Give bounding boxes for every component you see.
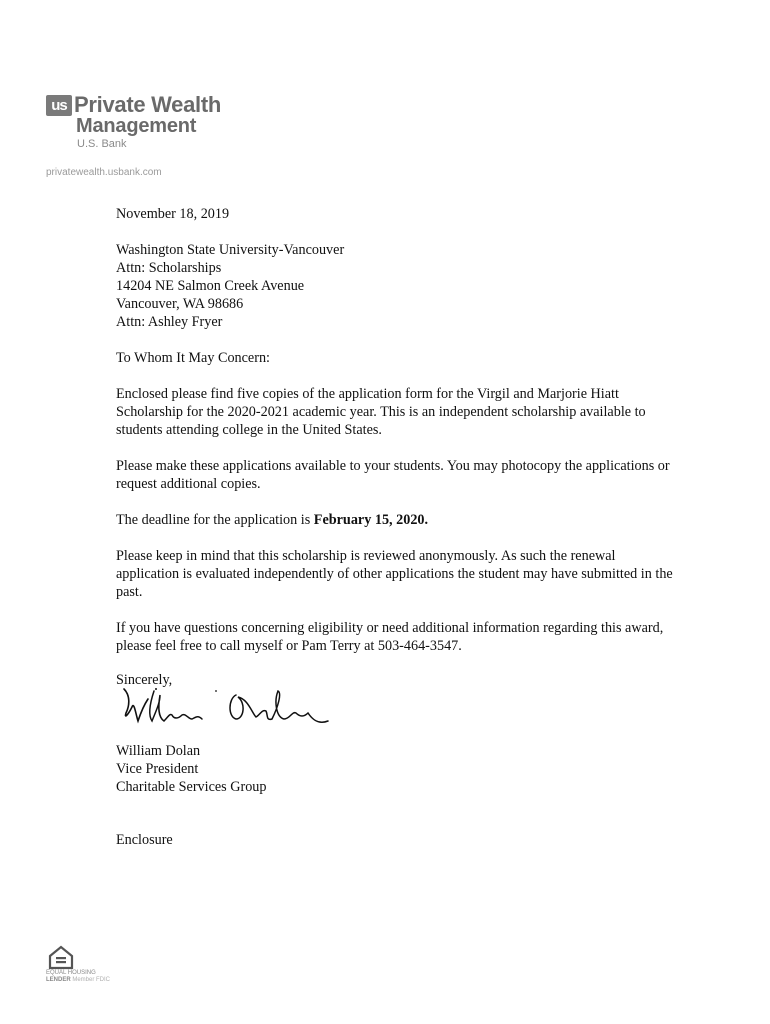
ehl-line-1: EQUAL HOUSING [46, 970, 96, 976]
signer-group: Charitable Services Group [116, 779, 267, 795]
address-line: 14204 NE Salmon Creek Avenue [116, 278, 305, 294]
signer-block [116, 742, 267, 796]
address-line: Vancouver, WA 98686 [116, 296, 244, 312]
paragraph-4: Please keep in mind that this scholarship is reviewed anonymously. As such the renewal application is evaluated independently of other applications the student may have submitted in the past. [116, 548, 673, 600]
handwritten-signature [116, 685, 356, 743]
letter-body [116, 205, 676, 673]
paragraph-3 [116, 511, 676, 529]
brand-line-2: Management [76, 115, 197, 137]
deadline-text: The deadline for the application is [116, 512, 314, 528]
recipient-address [116, 241, 676, 331]
deadline-date: February 15, 2020. [313, 512, 429, 528]
member-fdic: Member FDIC [72, 977, 111, 983]
closing: Sincerely, [116, 672, 173, 688]
paragraph-1: Enclosed please find five copies of the application form for the Virgil and Marjorie Hiatt Scholarship for the 2020-2021 academic year. This is an independent scholarship available to students attending college in the United States. [116, 386, 646, 438]
equal-housing-icon [48, 944, 74, 970]
enclosure-note: Enclosure [116, 832, 173, 848]
us-badge: us [46, 95, 72, 116]
brand-line-3: U.S. Bank [77, 138, 127, 150]
signer-name: William Dolan [116, 743, 201, 759]
usbank-logo [46, 92, 221, 150]
ehl-lender: LENDER [46, 977, 71, 983]
paragraph-5: If you have questions concerning eligibility or need additional information regarding this award, please feel free to call myself or Pam Terry at 503-464-3547. [116, 620, 664, 654]
brand-line-1: Private Wealth [74, 92, 222, 117]
letter-date: November 18, 2019 [116, 206, 230, 222]
equal-housing-lender [46, 970, 110, 984]
website-url: privatewealth.usbank.com [46, 167, 162, 178]
paragraph-2: Please make these applications available to your students. You may photocopy the applications or request additional copies. [116, 458, 670, 492]
signer-title: Vice President [116, 761, 199, 777]
address-line: Washington State University-Vancouver [116, 242, 345, 258]
salutation: To Whom It May Concern: [116, 350, 270, 366]
address-line: Attn: Scholarships [116, 260, 222, 276]
address-line: Attn: Ashley Fryer [116, 314, 223, 330]
